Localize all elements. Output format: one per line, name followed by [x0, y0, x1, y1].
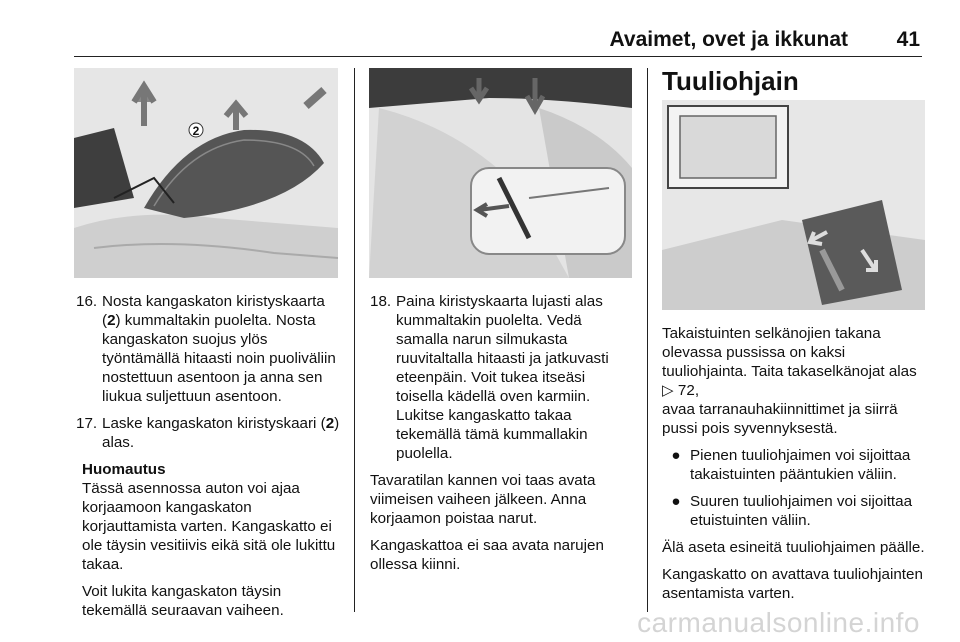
page-ref-icon: ▷: [662, 382, 674, 399]
trunk-paragraph: Tavaratilan kannen voi taas avata viimeisen vaiheen jälkeen. Anna korjaamon poistaa narut.: [370, 472, 596, 527]
column-2: [370, 292, 635, 582]
figure-callout-2: 2: [192, 124, 200, 138]
step-number: 18.: [370, 293, 392, 310]
step-16: [76, 292, 342, 406]
bullet-icon: ●: [671, 447, 681, 464]
install-paragraph: Kangaskatto on avattava tuuliohjainten asentamista varten.: [662, 566, 923, 602]
intro-text: Takaistuinten selkänojien takana olevassa pussissa on kaksi tuuliohjainta. Taita takaselkänojat alas: [662, 325, 917, 380]
warning-paragraph: Kangaskattoa ei saa avata narujen ollessa kiinni.: [370, 537, 604, 573]
note-heading: Huomautus: [82, 461, 166, 478]
note-block: [82, 460, 342, 620]
step-17: [76, 414, 342, 452]
intro-paragraph: Takaistuinten selkänojien takana olevassa pussissa on kaksi tuuliohjainta. Taita takaselkänojat alas ▷ 72, avaa tarranauhakiinnittimet ja siirrä pussi pois syvennyksestä.: [662, 325, 917, 437]
list-item: [662, 446, 926, 484]
step-18: [370, 292, 635, 463]
figure-soft-top-cover: [74, 68, 338, 278]
wind-deflector-illustration: [662, 100, 925, 310]
page-number: 41: [896, 28, 920, 51]
list-item: [662, 492, 926, 530]
note-text: Tässä asennossa auton voi ajaa korjaamoon kangaskaton korjauttamista varten. Kangaskatto ei ole täysin vesitiivis eikä sitä ole lukittu takaa.: [82, 480, 336, 573]
intro-text-2: avaa tarranauhakiinnittimet ja siirrä pussi pois syvennyksestä.: [662, 401, 898, 437]
step-text: ) kummaltakin puolelta. Nosta kangaskaton suojus ylös työntämällä hitaasti noin puoliväliin nostettuun asentoon ja anna sen liukua suljettuun asentoon.: [102, 312, 336, 405]
watermark: carmanualsonline.info: [637, 607, 920, 638]
step-number: 16.: [76, 293, 98, 310]
lock-text: Voit lukita kangaskaton täysin tekemällä seuraavan vaiheen.: [82, 583, 284, 619]
step-text: ) alas.: [102, 415, 340, 451]
bullet-text: Suuren tuuliohjaimen voi sijoittaa etuistuinten väliin.: [690, 493, 913, 529]
header-title: Avaimet, ovet ja ikkunat: [609, 28, 848, 51]
column-divider-1: [354, 68, 355, 612]
bullet-text: Pienen tuuliohjaimen voi sijoittaa takaistuinten pääntukien väliin.: [690, 447, 911, 483]
step-number: 17.: [76, 415, 98, 432]
step-text: Paina kiristyskaarta lujasti alas kummaltakin puolelta. Vedä samalla narun silmukasta ruuvitaltalla hitaasti ja jatkuvasti eteenpäin. Voit tukea itseäsi toisella kädellä oven karmiin. Lukitse kangaskatto takaa tekemällä tämä kummallakin puolella.: [396, 293, 609, 462]
step-ref-bold: 2: [107, 312, 116, 329]
bullet-icon: ●: [671, 493, 681, 510]
section-title: Tuuliohjain: [662, 66, 799, 96]
step-ref-bold: 2: [325, 415, 335, 432]
column-1: [76, 292, 342, 628]
step-text: Laske kangaskaton kiristyskaari (: [102, 415, 326, 432]
page-ref[interactable]: 72: [677, 382, 695, 399]
soft-top-illustration: [74, 68, 338, 278]
column-3: [662, 324, 926, 611]
step-text: Nosta kangaskaton kiristyskaarta (: [102, 293, 325, 329]
caution-paragraph: Älä aseta esineitä tuuliohjaimen päälle.: [662, 539, 925, 556]
figure-tension-bow: [369, 68, 632, 278]
figure-wind-deflector: [662, 100, 925, 310]
header-rule: [74, 56, 922, 57]
tension-bow-illustration: [369, 68, 632, 278]
column-divider-2: [647, 68, 648, 612]
